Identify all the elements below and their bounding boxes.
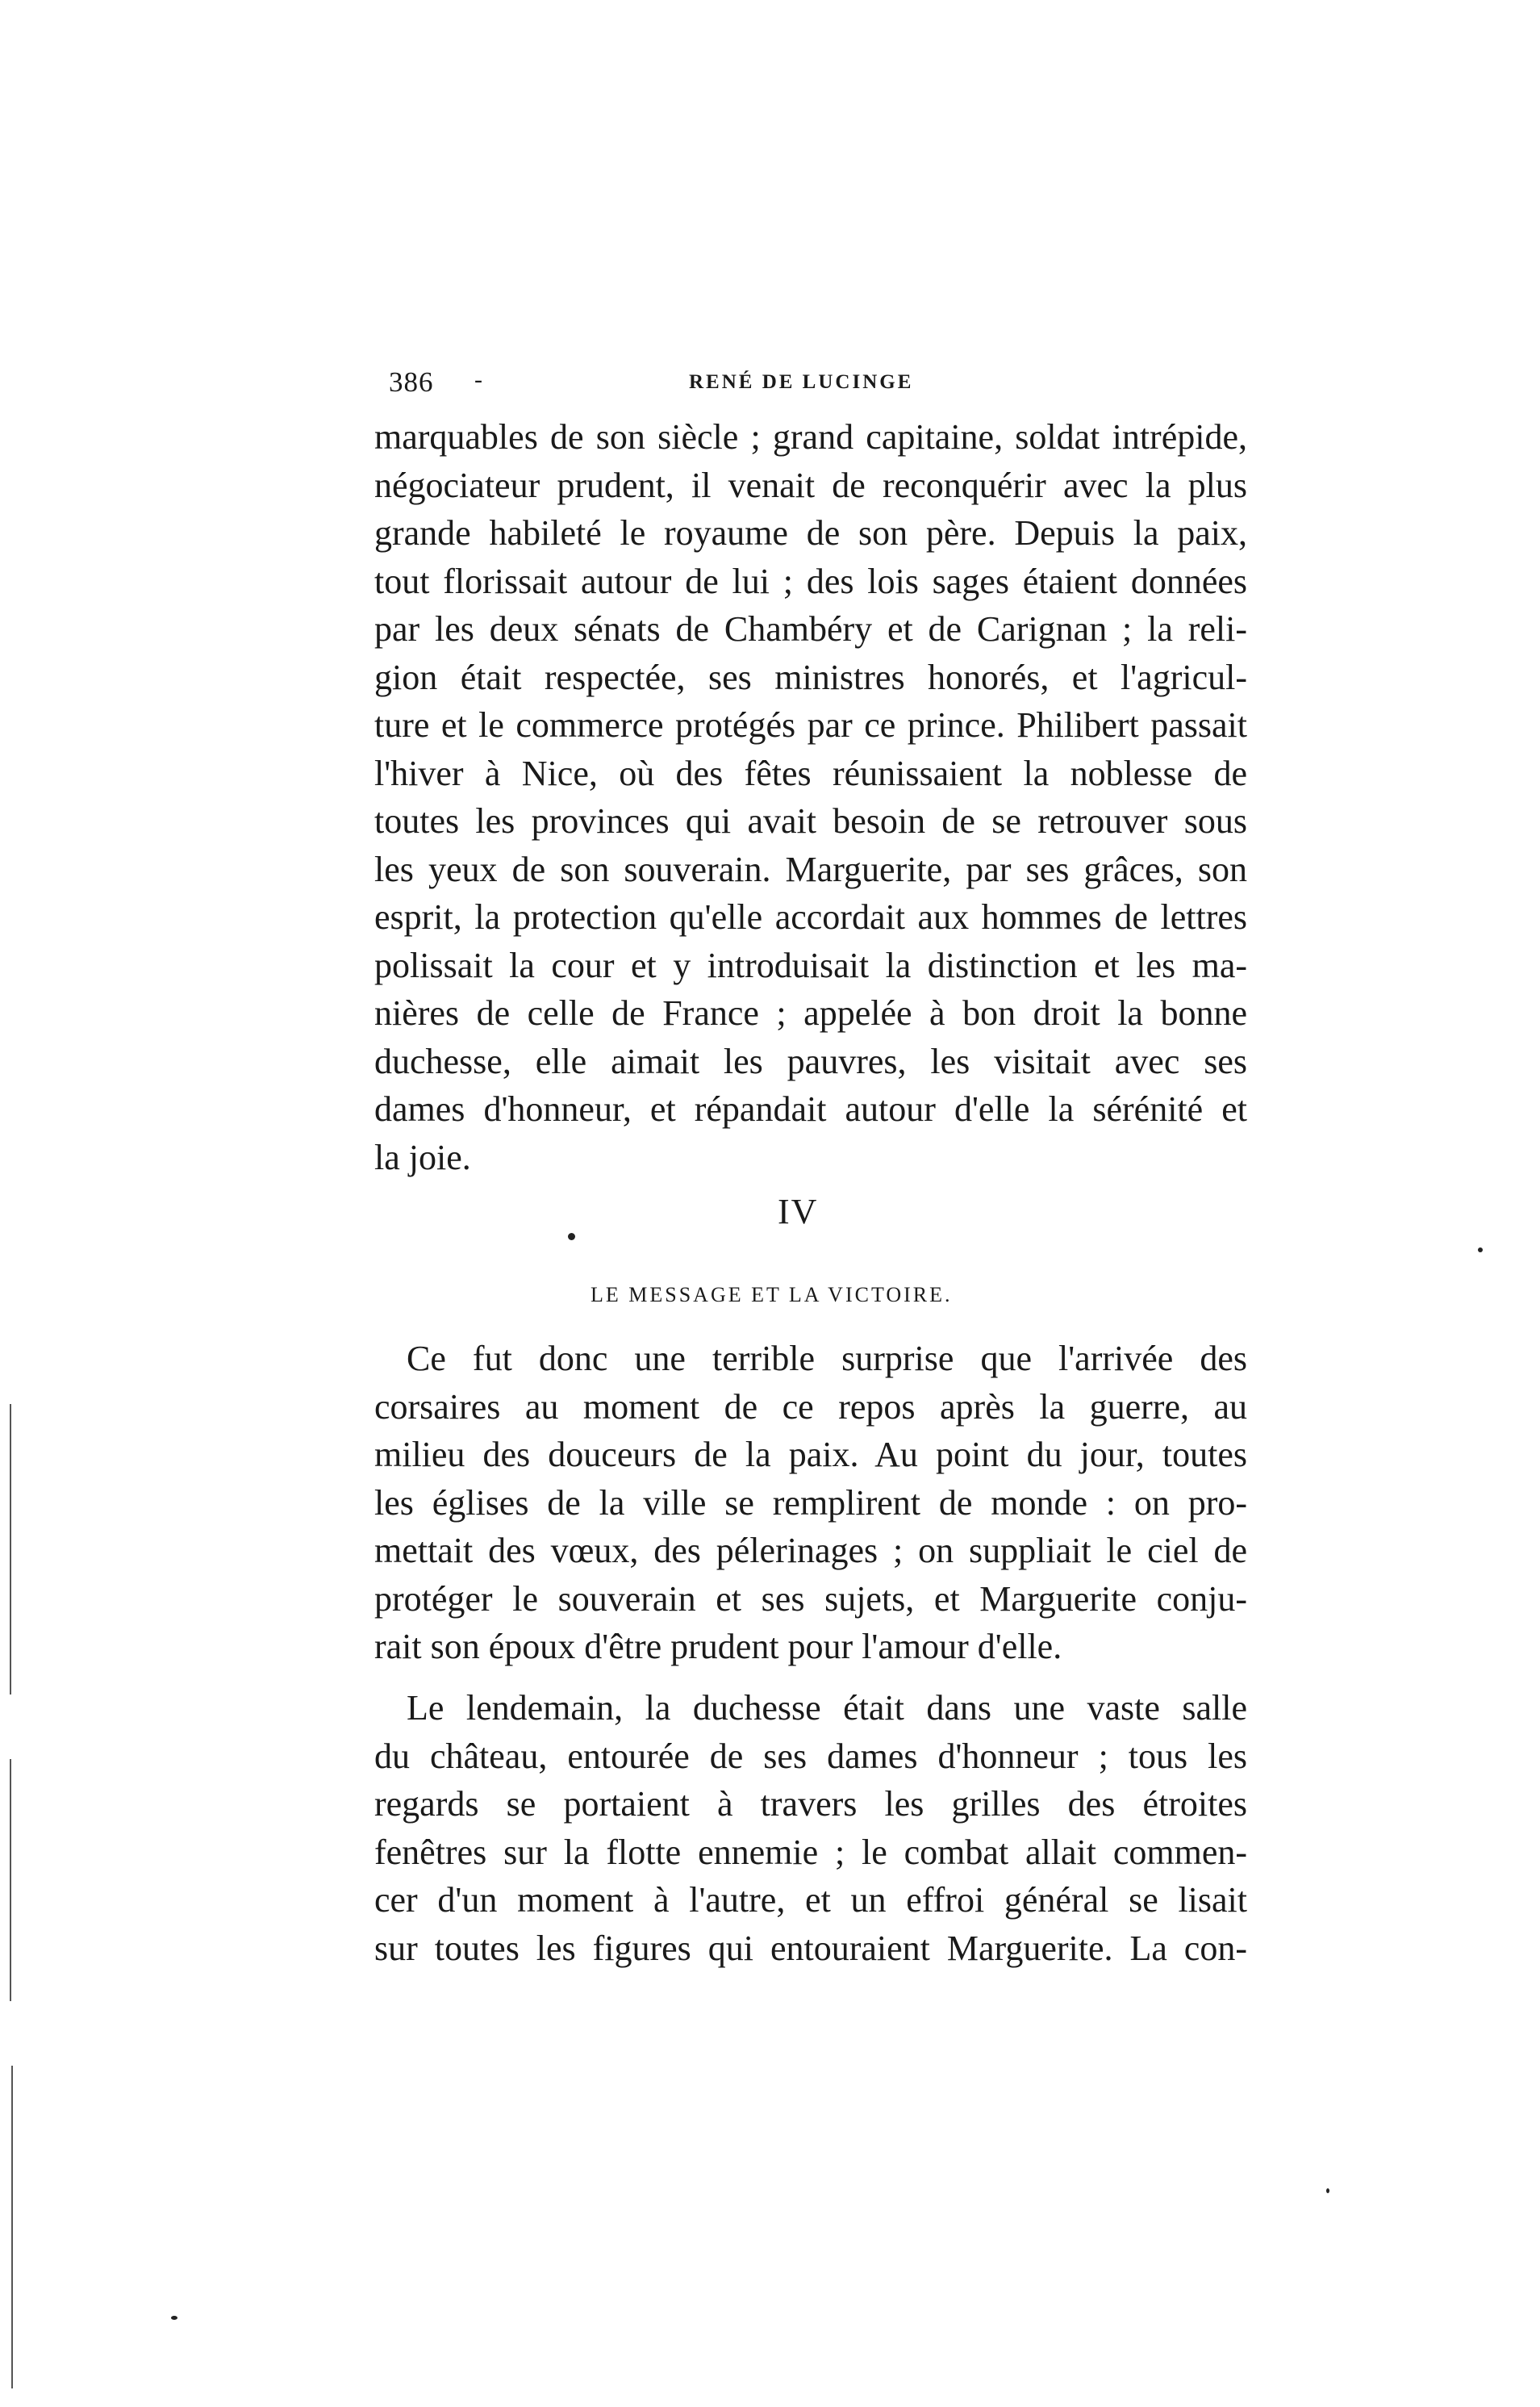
scan-margin-line bbox=[11, 2066, 13, 2388]
text-line: protéger le souverain et ses sujets, et Marguerite conju- bbox=[374, 1578, 1247, 1619]
text-line: nières de celle de France ; appelée à bon droit la bonne bbox=[374, 993, 1247, 1033]
section-number: IV bbox=[778, 1192, 819, 1231]
scan-speck bbox=[171, 2316, 177, 2320]
text-line: les yeux de son souverain. Marguerite, par ses grâces, son bbox=[374, 849, 1247, 889]
scan-speck bbox=[1478, 1247, 1483, 1252]
paragraph-2 bbox=[374, 1335, 1247, 1671]
header-dash: - bbox=[474, 366, 482, 393]
text-line: ture et le commerce protégés par ce prince. Philibert passait bbox=[374, 705, 1247, 745]
text-line: polissait la cour et y introduisait la distinction et les ma- bbox=[374, 945, 1247, 985]
text-line: la joie. bbox=[374, 1137, 471, 1177]
text-line: par les deux sénats de Chambéry et de Carignan ; la reli- bbox=[374, 609, 1247, 649]
text-line: tout florissait autour de lui ; des lois sages étaient données bbox=[374, 561, 1247, 601]
text-line: marquables de son siècle ; grand capitaine, soldat intrépide, bbox=[374, 417, 1247, 457]
page-number: 386 bbox=[389, 366, 434, 398]
text-line: cer d'un moment à l'autre, et un effroi général se lisait bbox=[374, 1880, 1247, 1920]
scan-speck bbox=[1326, 2188, 1329, 2193]
text-line: corsaires au moment de ce repos après la guerre, au bbox=[374, 1386, 1247, 1427]
scan-speck bbox=[568, 1233, 575, 1240]
section-title: LE MESSAGE ET LA VICTOIRE. bbox=[591, 1283, 953, 1306]
text-line: duchesse, elle aimait les pauvres, les visitait avec ses bbox=[374, 1041, 1247, 1081]
text-line: fenêtres sur la flotte ennemie ; le combat allait commen- bbox=[374, 1832, 1247, 1872]
running-head bbox=[389, 366, 1246, 407]
paragraph-1 bbox=[374, 413, 1247, 1181]
text-line: Ce fut donc une terrible surprise que l'arrivée des bbox=[407, 1339, 1247, 1378]
scan-margin-line bbox=[10, 1404, 11, 1695]
text-line: du château, entourée de ses dames d'honneur ; tous les bbox=[374, 1736, 1247, 1776]
text-line: Le lendemain, la duchesse était dans une vaste salle bbox=[407, 1688, 1247, 1728]
text-line: les églises de la ville se remplirent de monde : on pro- bbox=[374, 1482, 1247, 1523]
text-line: l'hiver à Nice, où des fêtes réunissaient la noblesse de bbox=[374, 753, 1247, 793]
paragraph-3 bbox=[374, 1684, 1247, 1972]
text-line: sur toutes les figures qui entouraient Marguerite. La con- bbox=[374, 1928, 1247, 1968]
running-title: RENÉ DE LUCINGE bbox=[689, 371, 914, 393]
text-line: milieu des douceurs de la paix. Au point du jour, toutes bbox=[374, 1435, 1247, 1474]
text-line: regards se portaient à travers les grilles des étroites bbox=[374, 1784, 1247, 1824]
text-line: mettait des vœux, des pélerinages ; on suppliait le ciel de bbox=[374, 1531, 1247, 1570]
text-line: grande habileté le royaume de son père. Depuis la paix, bbox=[374, 513, 1247, 553]
scan-margin-line bbox=[10, 1759, 11, 2001]
text-line: gion était respectée, ses ministres honorés, et l'agricul- bbox=[374, 657, 1247, 697]
text-line: toutes les provinces qui avait besoin de se retrouver sous bbox=[374, 801, 1247, 841]
text-line: esprit, la protection qu'elle accordait aux hommes de lettres bbox=[374, 897, 1247, 937]
text-line: rait son époux d'être prudent pour l'amour d'elle. bbox=[374, 1627, 1062, 1666]
text-line: dames d'honneur, et répandait autour d'elle la sérénité et bbox=[374, 1089, 1247, 1129]
text-line: négociateur prudent, il venait de reconquérir avec la plus bbox=[374, 465, 1247, 505]
